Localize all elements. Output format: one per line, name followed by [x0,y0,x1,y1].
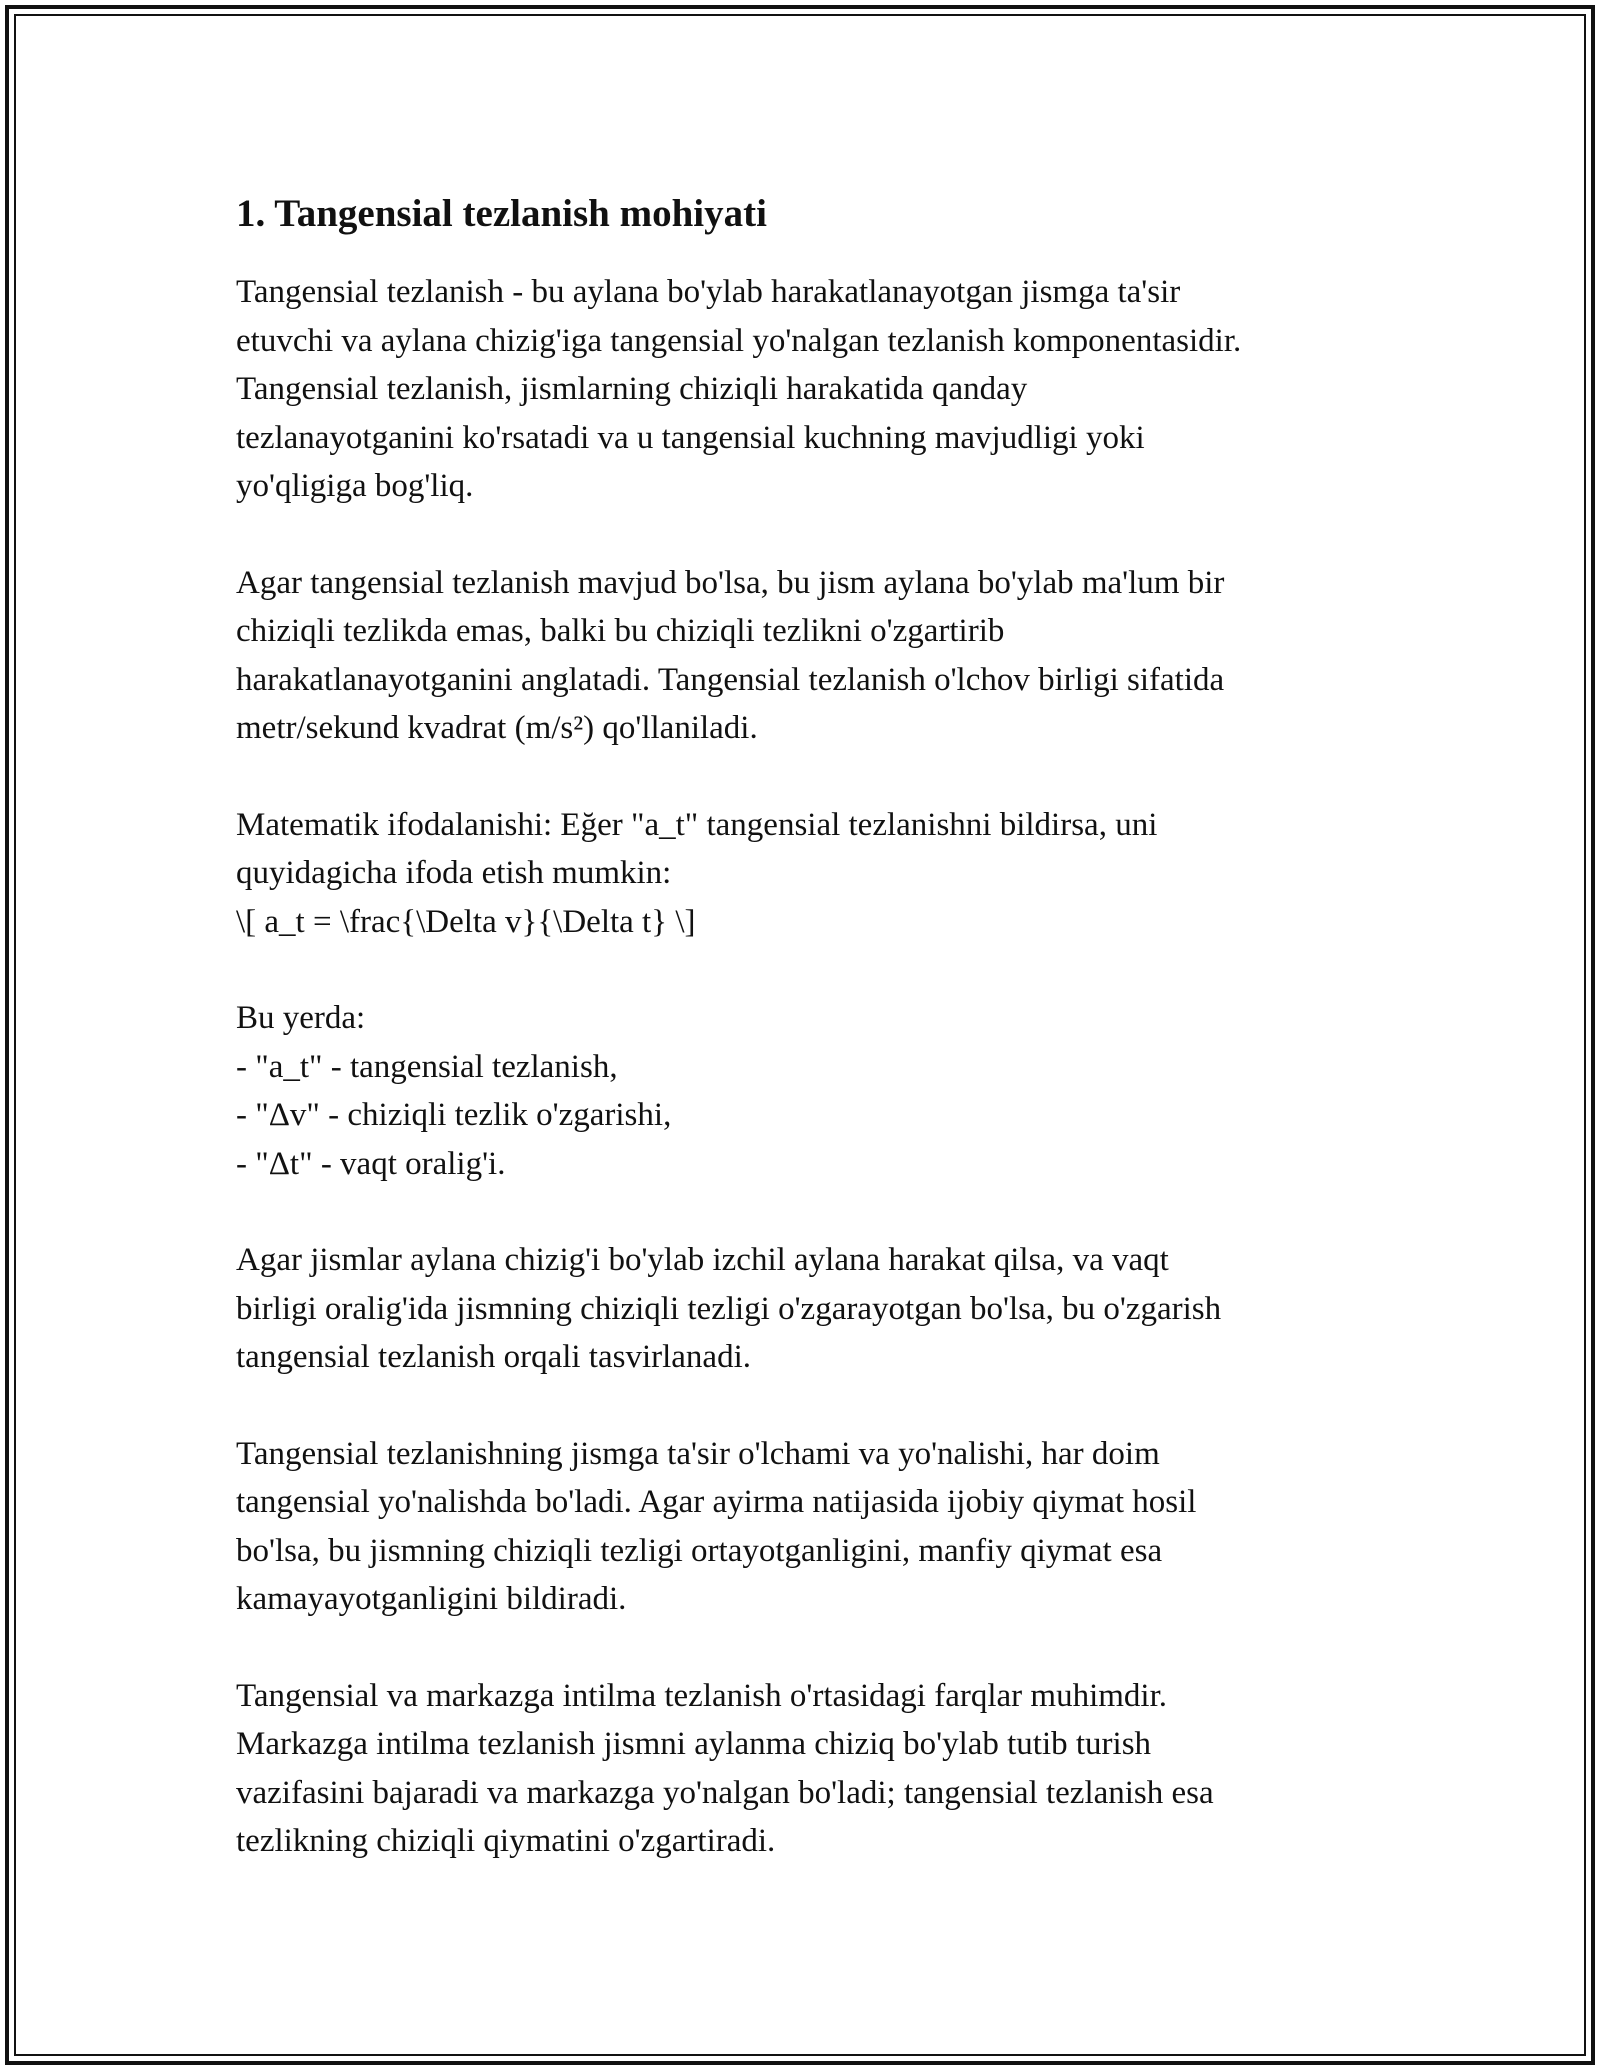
paragraph-formula [236,801,1376,947]
list-item: - "Δv" - chiziqli tezlik o'zgarishi, [236,1097,672,1133]
paragraph-definition [236,268,1376,511]
text-line: tezlikning chiziqli qiymatini o'zgartiradi. [236,1823,776,1859]
text-line: bo'lsa, bu jismning chiziqli tezligi ortayotganligini, manfiy qiymat esa [236,1532,1163,1569]
formula-line: \[ a_t = \frac{\Delta v}{\Delta t} \] [236,903,696,940]
text-line: Matematik ifodalanishi: Eğer "a_t" tangensial tezlanishni bildirsa, uni [236,806,1158,843]
document-body [236,186,1376,1914]
text-line: tezlanayotganini ko'rsatadi va u tangensial kuchning mavjudligi yoki [236,419,1145,456]
text-line: chiziqli tezlikda emas, balki bu chiziqli tezlikni o'zgartirib [236,613,1005,649]
list-item: - "a_t" - tangensial tezlanish, [236,1048,618,1085]
text-line: vazifasini bajaradi va markazga yo'nalgan bo'ladi; tangensial tezlanish esa [236,1774,1214,1811]
section-heading: 1. Tangensial tezlanish mohiyati [236,192,767,235]
text-line: tangensial yo'nalishda bo'ladi. Agar ayirma natijasida ijobiy qiymat hosil [236,1484,1197,1520]
text-line: Bu yerda: [236,1000,366,1036]
paragraph-variable-list [236,994,1376,1188]
paragraph-uniform-motion [236,1236,1376,1382]
text-line: birligi oralig'ida jismning chiziqli tezligi o'zgarayotgan bo'lsa, bu o'zgarish [236,1290,1222,1327]
paragraph-units [236,559,1376,753]
list-item: - "Δt" - vaqt oralig'i. [236,1145,506,1182]
text-line: metr/sekund kvadrat (m/s²) qo'llaniladi. [236,710,758,746]
text-line: Tangensial tezlanish - bu aylana bo'ylab harakatlanayotgan jismga ta'sir [236,274,1181,310]
text-line: Tangensial tezlanish, jismlarning chiziqli harakatida qanday [236,371,1028,407]
text-line: kamayayotganligini bildiradi. [236,1581,627,1617]
text-line: Agar tangensial tezlanish mavjud bo'lsa, bu jism aylana bo'ylab ma'lum bir [236,564,1225,601]
text-line: yo'qligiga bog'liq. [236,468,474,504]
paragraph-direction [236,1430,1376,1624]
text-line: Tangensial tezlanishning jismga ta'sir o'lchami va yo'nalishi, har doim [236,1435,1160,1472]
paragraph-comparison [236,1672,1376,1866]
text-line: etuvchi va aylana chizig'iga tangensial yo'nalgan tezlanish komponentasidir. [236,322,1242,359]
text-line: quyidagicha ifoda etish mumkin: [236,855,672,891]
text-line: harakatlanayotganini anglatadi. Tangensial tezlanish o'lchov birligi sifatida [236,661,1225,698]
text-line: tangensial tezlanish orqali tasvirlanadi. [236,1339,751,1375]
text-line: Agar jismlar aylana chizig'i bo'ylab izchil aylana harakat qilsa, va vaqt [236,1242,1169,1278]
text-line: Markazga intilma tezlanish jismni aylanma chiziq bo'ylab tutib turish [236,1726,1152,1762]
text-line: Tangensial va markazga intilma tezlanish o'rtasidagi farqlar muhimdir. [236,1677,1167,1714]
